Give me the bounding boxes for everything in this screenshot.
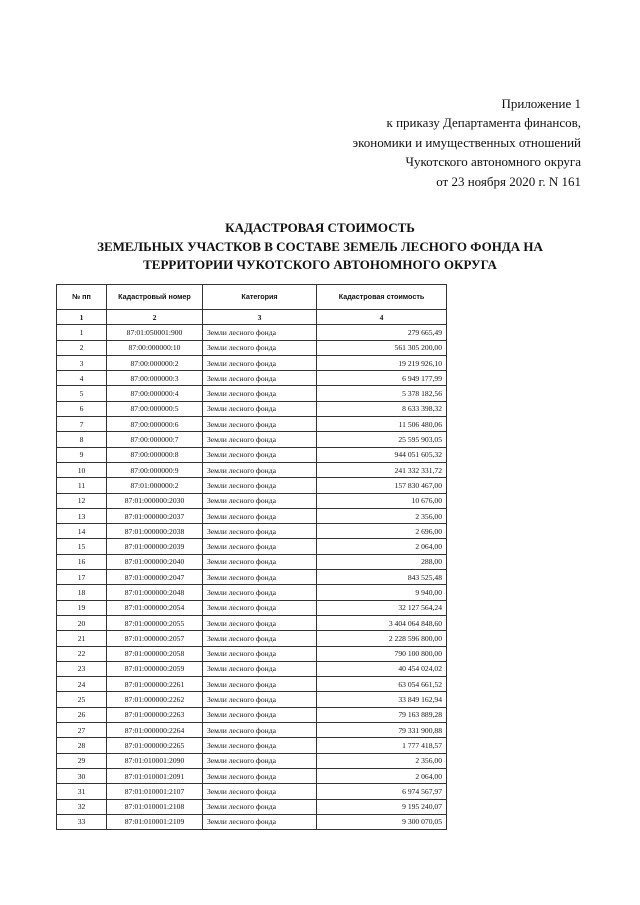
cell-cadastral-number: 87:01:000000:2048 — [107, 585, 203, 600]
cell-cadastral-value: 2 356,00 — [317, 753, 447, 768]
cell-row-number: 10 — [57, 462, 107, 477]
cell-cadastral-number: 87:01:000000:2030 — [107, 493, 203, 508]
cell-cadastral-value: 10 676,00 — [317, 493, 447, 508]
table-row — [57, 814, 447, 829]
cell-category: Земли лесного фонда — [203, 615, 317, 630]
cell-cadastral-number: 87:00:000000:4 — [107, 386, 203, 401]
cell-row-number: 4 — [57, 371, 107, 386]
cell-cadastral-number: 87:01:000000:2040 — [107, 554, 203, 569]
appendix-title: Приложение 1 — [501, 96, 581, 111]
cell-cadastral-value: 79 163 889,28 — [317, 707, 447, 722]
cell-category: Земли лесного фонда — [203, 646, 317, 661]
cell-cadastral-number: 87:01:000000:2264 — [107, 723, 203, 738]
table-row — [57, 554, 447, 569]
cell-row-number: 2 — [57, 340, 107, 355]
title-line-1: КАДАСТРОВАЯ СТОИМОСТЬ — [225, 220, 415, 235]
cell-cadastral-number: 87:00:000000:2 — [107, 355, 203, 370]
column-number: 4 — [317, 310, 447, 325]
cell-cadastral-number: 87:01:010001:2107 — [107, 784, 203, 799]
table-row — [57, 371, 447, 386]
cell-cadastral-value: 5 378 182,56 — [317, 386, 447, 401]
cell-category: Земли лесного фонда — [203, 814, 317, 829]
cell-category: Земли лесного фонда — [203, 386, 317, 401]
cell-cadastral-number: 87:00:000000:7 — [107, 432, 203, 447]
table-row — [57, 325, 447, 340]
table-row — [57, 692, 447, 707]
cell-row-number: 20 — [57, 615, 107, 630]
appendix-department-line: экономики и имущественных отношений — [352, 134, 581, 150]
cell-category: Земли лесного фонда — [203, 600, 317, 615]
column-number: 2 — [107, 310, 203, 325]
cell-cadastral-value: 40 454 024,02 — [317, 661, 447, 676]
cell-category: Земли лесного фонда — [203, 707, 317, 722]
cell-cadastral-value: 2 696,00 — [317, 524, 447, 539]
cell-row-number: 30 — [57, 768, 107, 783]
cell-category: Земли лесного фонда — [203, 371, 317, 386]
cell-cadastral-value: 33 849 162,94 — [317, 692, 447, 707]
cell-cadastral-value: 9 300 070,05 — [317, 814, 447, 829]
cell-cadastral-value: 6 949 177,99 — [317, 371, 447, 386]
cell-cadastral-number: 87:01:000000:2261 — [107, 677, 203, 692]
cell-row-number: 26 — [57, 707, 107, 722]
cell-category: Земли лесного фонда — [203, 677, 317, 692]
cell-category: Земли лесного фонда — [203, 508, 317, 523]
table-row — [57, 661, 447, 676]
cell-cadastral-value: 2 064,00 — [317, 768, 447, 783]
cell-category: Земли лесного фонда — [203, 585, 317, 600]
cell-cadastral-value: 288,00 — [317, 554, 447, 569]
table-row — [57, 447, 447, 462]
cell-cadastral-number: 87:01:000000:2059 — [107, 661, 203, 676]
cell-row-number: 23 — [57, 661, 107, 676]
cell-row-number: 16 — [57, 554, 107, 569]
cell-row-number: 33 — [57, 814, 107, 829]
cell-category: Земли лесного фонда — [203, 554, 317, 569]
cell-cadastral-number: 87:00:000000:8 — [107, 447, 203, 462]
table-row — [57, 570, 447, 585]
cell-category: Земли лесного фонда — [203, 340, 317, 355]
table-column-numbers-row — [57, 310, 447, 325]
cell-category: Земли лесного фонда — [203, 432, 317, 447]
cell-category: Земли лесного фонда — [203, 447, 317, 462]
appendix-order-line: к приказу Департамента финансов, — [386, 115, 581, 131]
cell-cadastral-number: 87:00:000000:10 — [107, 340, 203, 355]
cell-row-number: 28 — [57, 738, 107, 753]
cell-cadastral-value: 157 830 467,00 — [317, 478, 447, 493]
cell-cadastral-value: 25 595 903,05 — [317, 432, 447, 447]
cell-cadastral-value: 241 332 331,72 — [317, 462, 447, 477]
cell-row-number: 21 — [57, 631, 107, 646]
cell-cadastral-value: 843 525,48 — [317, 570, 447, 585]
cell-category: Земли лесного фонда — [203, 723, 317, 738]
title-line-3: ТЕРРИТОРИИ ЧУКОТСКОГО АВТОНОМНОГО ОКРУГА — [143, 257, 497, 272]
cell-row-number: 25 — [57, 692, 107, 707]
table-row — [57, 355, 447, 370]
cell-cadastral-number: 87:01:000000:2054 — [107, 600, 203, 615]
table-row — [57, 508, 447, 523]
cell-cadastral-number: 87:01:010001:2091 — [107, 768, 203, 783]
cell-cadastral-number: 87:00:000000:6 — [107, 417, 203, 432]
table-row — [57, 585, 447, 600]
table-header-row — [57, 285, 447, 310]
header-category: Категория — [203, 285, 317, 310]
cell-row-number: 24 — [57, 677, 107, 692]
cell-row-number: 12 — [57, 493, 107, 508]
cell-cadastral-number: 87:01:000000:2047 — [107, 570, 203, 585]
cell-row-number: 14 — [57, 524, 107, 539]
cell-category: Земли лесного фонда — [203, 631, 317, 646]
cell-category: Земли лесного фонда — [203, 417, 317, 432]
document-title — [0, 219, 640, 275]
table-row — [57, 524, 447, 539]
cell-row-number: 32 — [57, 799, 107, 814]
cell-category: Земли лесного фонда — [203, 692, 317, 707]
cell-category: Земли лесного фонда — [203, 493, 317, 508]
cell-cadastral-value: 3 404 064 848,60 — [317, 615, 447, 630]
cadastral-value-table — [56, 284, 447, 830]
cell-cadastral-value: 32 127 564,24 — [317, 600, 447, 615]
appendix-region-line: Чукотского автономного округа — [405, 154, 581, 170]
cell-row-number: 5 — [57, 386, 107, 401]
cell-cadastral-number: 87:01:050001:900 — [107, 325, 203, 340]
cell-row-number: 6 — [57, 401, 107, 416]
header-cadastral-value: Кадастровая стоимость — [317, 285, 447, 310]
cell-row-number: 15 — [57, 539, 107, 554]
cell-row-number: 22 — [57, 646, 107, 661]
cell-cadastral-number: 87:00:000000:9 — [107, 462, 203, 477]
table-row — [57, 386, 447, 401]
cell-cadastral-number: 87:01:000000:2037 — [107, 508, 203, 523]
cell-category: Земли лесного фонда — [203, 539, 317, 554]
header-cadastral-number: Кадастровый номер — [107, 285, 203, 310]
cell-category: Земли лесного фонда — [203, 478, 317, 493]
cell-cadastral-number: 87:01:010001:2109 — [107, 814, 203, 829]
cell-cadastral-value: 944 051 605,32 — [317, 447, 447, 462]
cell-category: Земли лесного фонда — [203, 355, 317, 370]
table-row — [57, 723, 447, 738]
cell-cadastral-number: 87:00:000000:3 — [107, 371, 203, 386]
cell-cadastral-number: 87:01:010001:2108 — [107, 799, 203, 814]
cell-row-number: 1 — [57, 325, 107, 340]
table-body — [57, 325, 447, 830]
table-row — [57, 478, 447, 493]
table-row — [57, 677, 447, 692]
table-row — [57, 753, 447, 768]
table-row — [57, 646, 447, 661]
cell-cadastral-number: 87:01:000000:2262 — [107, 692, 203, 707]
cell-cadastral-number: 87:01:000000:2263 — [107, 707, 203, 722]
cell-cadastral-number: 87:01:000000:2038 — [107, 524, 203, 539]
table-row — [57, 462, 447, 477]
cell-row-number: 13 — [57, 508, 107, 523]
cell-row-number: 7 — [57, 417, 107, 432]
cell-cadastral-value: 19 219 926,10 — [317, 355, 447, 370]
table-row — [57, 340, 447, 355]
cell-category: Земли лесного фонда — [203, 799, 317, 814]
appendix-block — [353, 94, 581, 191]
cell-category: Земли лесного фонда — [203, 325, 317, 340]
cell-cadastral-value: 1 777 418,57 — [317, 738, 447, 753]
cell-cadastral-value: 9 195 240,07 — [317, 799, 447, 814]
table-row — [57, 600, 447, 615]
title-line-2: ЗЕМЕЛЬНЫХ УЧАСТКОВ В СОСТАВЕ ЗЕМЕЛЬ ЛЕСНОГО ФОНДА НА — [97, 238, 543, 254]
cell-cadastral-number: 87:00:000000:5 — [107, 401, 203, 416]
cell-cadastral-value: 2 064,00 — [317, 539, 447, 554]
cell-cadastral-value: 561 305 200,00 — [317, 340, 447, 355]
cell-cadastral-value: 8 633 398,32 — [317, 401, 447, 416]
table-row — [57, 799, 447, 814]
cell-category: Земли лесного фонда — [203, 524, 317, 539]
cell-cadastral-value: 279 665,49 — [317, 325, 447, 340]
cell-category: Земли лесного фонда — [203, 661, 317, 676]
cell-cadastral-number: 87:01:000000:2039 — [107, 539, 203, 554]
cell-row-number: 17 — [57, 570, 107, 585]
cell-row-number: 8 — [57, 432, 107, 447]
cell-cadastral-value: 63 054 661,52 — [317, 677, 447, 692]
table-row — [57, 768, 447, 783]
cell-cadastral-value: 9 940,00 — [317, 585, 447, 600]
cell-cadastral-value: 2 228 596 800,00 — [317, 631, 447, 646]
cell-row-number: 3 — [57, 355, 107, 370]
header-row-number: № пп — [57, 285, 107, 310]
table-row — [57, 417, 447, 432]
table-row — [57, 707, 447, 722]
cell-cadastral-number: 87:01:000000:2057 — [107, 631, 203, 646]
cell-cadastral-number: 87:01:000000:2265 — [107, 738, 203, 753]
cell-cadastral-number: 87:01:000000:2058 — [107, 646, 203, 661]
cell-cadastral-number: 87:01:000000:2 — [107, 478, 203, 493]
cell-category: Земли лесного фонда — [203, 784, 317, 799]
cell-row-number: 31 — [57, 784, 107, 799]
table-row — [57, 631, 447, 646]
cell-row-number: 11 — [57, 478, 107, 493]
table-row — [57, 738, 447, 753]
column-number: 3 — [203, 310, 317, 325]
cell-cadastral-value: 6 974 567,97 — [317, 784, 447, 799]
cell-cadastral-value: 790 100 800,00 — [317, 646, 447, 661]
cell-cadastral-value: 79 331 900,88 — [317, 723, 447, 738]
cell-cadastral-number: 87:01:010001:2090 — [107, 753, 203, 768]
cell-cadastral-number: 87:01:000000:2055 — [107, 615, 203, 630]
table-row — [57, 539, 447, 554]
cell-row-number: 29 — [57, 753, 107, 768]
table-row — [57, 401, 447, 416]
cell-cadastral-value: 11 506 480,06 — [317, 417, 447, 432]
cell-category: Земли лесного фонда — [203, 738, 317, 753]
cell-row-number: 27 — [57, 723, 107, 738]
cell-row-number: 18 — [57, 585, 107, 600]
table-row — [57, 615, 447, 630]
column-number: 1 — [57, 310, 107, 325]
appendix-date-line: от 23 ноября 2020 г. N 161 — [436, 173, 581, 189]
table-row — [57, 432, 447, 447]
cell-category: Земли лесного фонда — [203, 462, 317, 477]
cell-category: Земли лесного фонда — [203, 753, 317, 768]
cell-row-number: 9 — [57, 447, 107, 462]
cell-category: Земли лесного фонда — [203, 768, 317, 783]
cell-category: Земли лесного фонда — [203, 401, 317, 416]
table-row — [57, 493, 447, 508]
table-row — [57, 784, 447, 799]
cell-category: Земли лесного фонда — [203, 570, 317, 585]
cell-cadastral-value: 2 356,00 — [317, 508, 447, 523]
cell-row-number: 19 — [57, 600, 107, 615]
